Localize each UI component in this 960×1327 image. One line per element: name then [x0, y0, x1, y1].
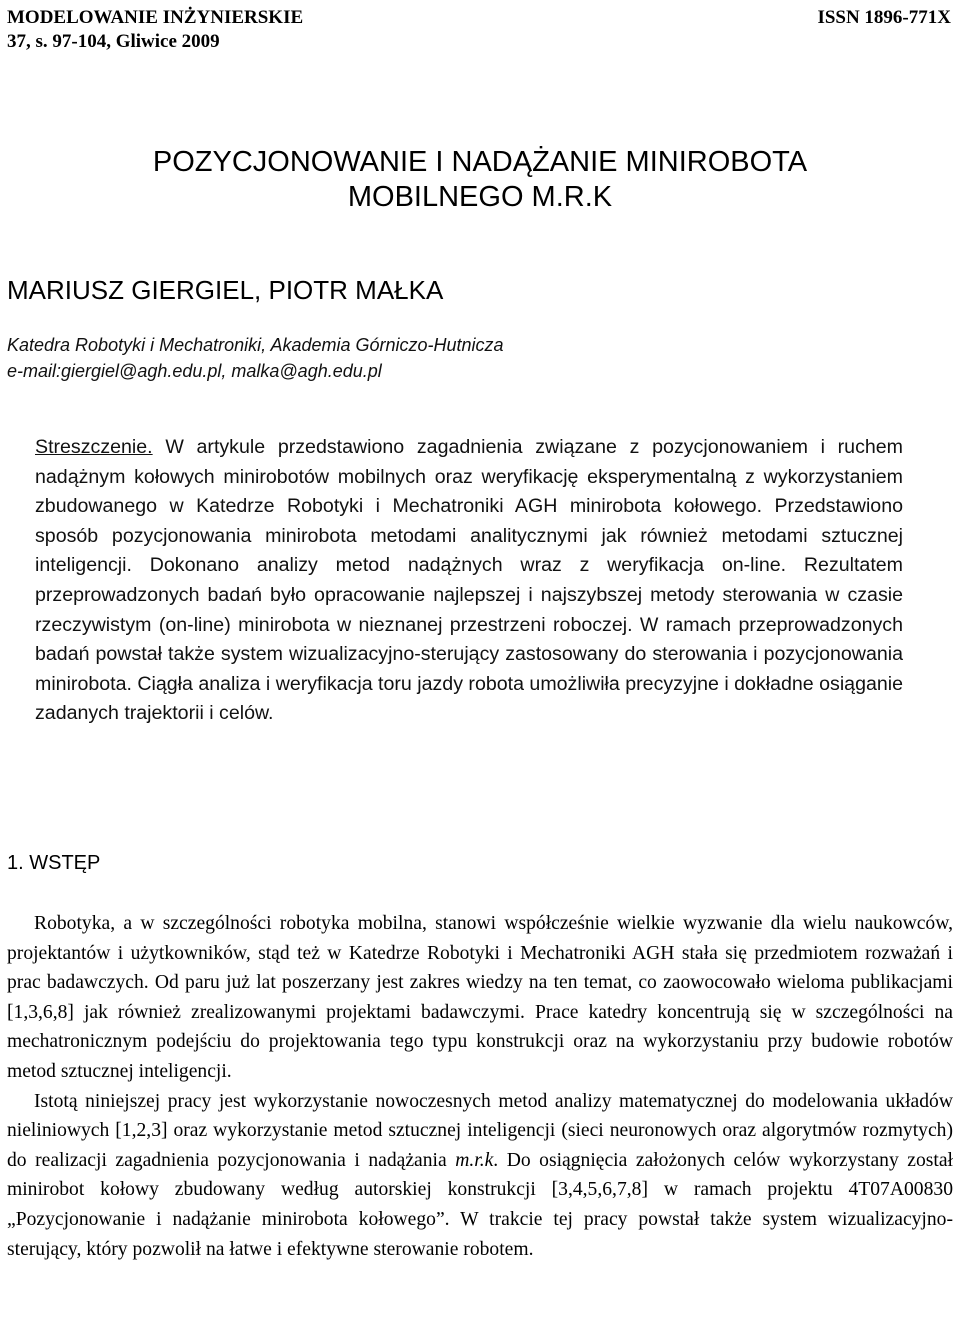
abstract-text: W artykule przedstawiono zagadnienia związane z pozycjonowaniem i ruchem nadążnym kołowych minirobotów mobilnych oraz weryfikację eksperymentalną z wykorzystaniem zbudowanego w Katedrze Robotyki i Mechatroniki AGH minirobota kołowego. Przedstawiono sposób pozycjonowania minirobota metodami analitycznymi jak również metodami sztucznej inteligencji. Dokonano analizy metod nadążnych wraz z weryfikacja on-line. Rezultatem przeprowadzonych badań było opracowanie najlepszej i najszybszej metody sterowania w czasie rzeczywistym (on-line) minirobota w nieznanej przestrzeni roboczej. W ramach przeprowadzonych badań powstał także system wizualizacyjno-sterujący zastosowany do sterowania i pozycjonowania minirobota. Ciągła analiza i weryfikacja toru jazdy robota umożliwiła precyzyjne i dokładne osiąganie zadanych trajektorii i celów. — [35, 436, 904, 725]
abstract-label: Streszczenie. — [35, 436, 153, 458]
affiliation — [7, 332, 504, 384]
journal-volume: 37, s. 97-104, Gliwice 2009 — [7, 31, 220, 52]
title-line-2: MOBILNEGO M.R.K — [347, 181, 613, 213]
page-header — [7, 6, 953, 54]
paragraph-2-part-a: Istotą niniejszej pracy jest wykorzystanie nowoczesnych metod analizy matematycznej do modelowania układów nieliniowych [1,2,3] oraz wykorzystanie metod sztucznej inteligencji (sieci neuronowych oraz algorytmów rozmytych) do realizacji zagadnienia pozycjonowania i nadążania — [7, 1090, 953, 1171]
paragraph-2 — [7, 1087, 953, 1265]
paragraph-2-part-b: . Do osiągnięcia założonych celów wykorzystany został minirobot kołowy zbudowany według autorskiej konstrukcji [3,4,5,6,7,8] w ramach projektu 4T07A00830 „Pozycjonowanie i nadążanie minirobota kołowego”. W trakcie tej pracy powstał także system wizualizacyjno-sterujący, który pozwolił na łatwe i efektywne sterowanie robotem. — [7, 1149, 953, 1260]
section-heading: 1. WSTĘP — [7, 852, 101, 874]
abstract — [35, 433, 903, 729]
journal-name: MODELOWANIE INŻYNIERSKIE — [7, 7, 304, 28]
issn-number: ISSN 1896-771X — [817, 7, 951, 28]
paper-title — [7, 145, 953, 215]
journal-info — [7, 6, 953, 54]
paragraph-1: Robotyka, a w szczególności robotyka mobilna, stanowi współcześnie wielkie wyzwanie dla wielu naukowców, projektantów i użytkowników, stąd też w Katedrze Robotyki i Mechatroniki AGH stała się przedmiotem rozważań i prac badawczych. Od paru już lat poszerzany jest zakres wiedzy na ten temat, co zaowocowało wieloma publikacjami [1,3,6,8] jak również zrealizowanymi projektami badawczymi. Prace katedry koncentrują się w szczególności na mechatronicznym podejściu do projektowania tego typu konstrukcji oraz na wykorzystaniu przy budowie robotów metod sztucznej inteligencji. — [7, 913, 953, 1082]
paper-page — [7, 0, 953, 1327]
affiliation-department: Katedra Robotyki i Mechatroniki, Akademia Górniczo-Hutnicza — [7, 335, 504, 355]
title-line-1: POZYCJONOWANIE I NADĄŻANIE MINIROBOTA — [152, 146, 808, 178]
authors: MARIUSZ GIERGIEL, PIOTR MAŁKA — [7, 275, 444, 305]
body-text — [7, 909, 953, 1264]
paragraph-2-emphasis: m.r.k — [455, 1149, 494, 1171]
affiliation-email: e-mail:giergiel@agh.edu.pl, malka@agh.edu.pl — [7, 361, 382, 381]
